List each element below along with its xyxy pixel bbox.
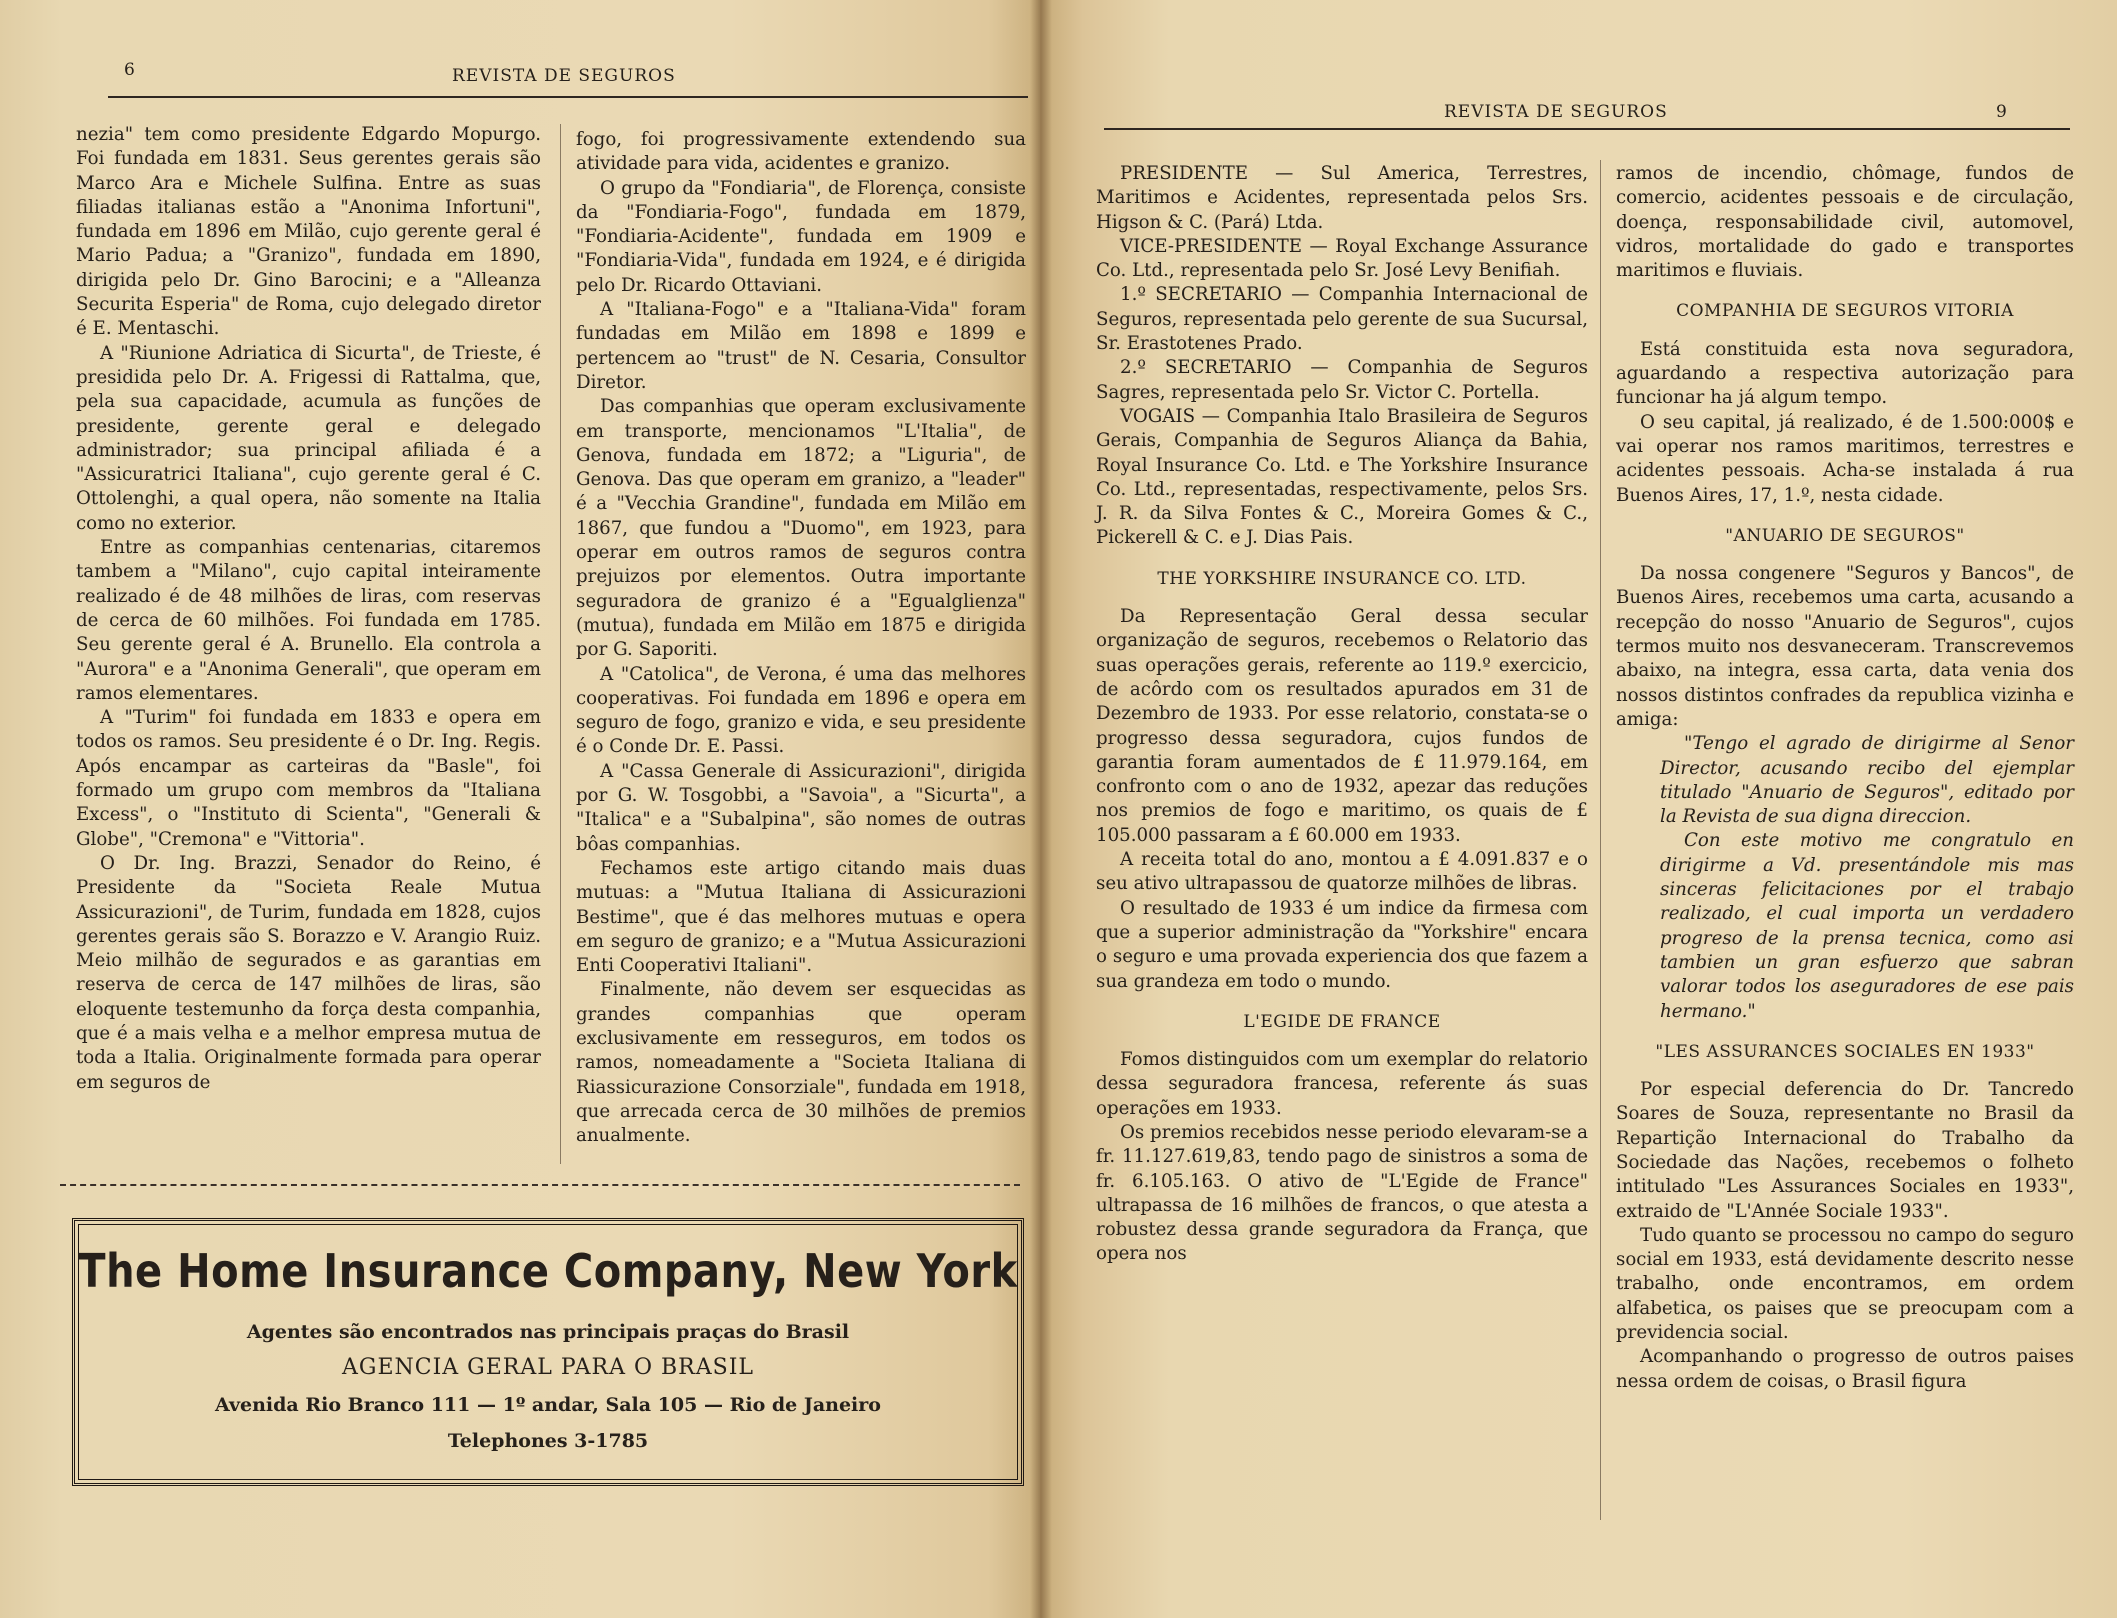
quoted-letter: "Tengo el agrado de dirigirme al Senor Director, acusando recibo del ejemplar titulado "Anuario de Seguros", editado por la Revista de sua digna direccion.	[1660, 733, 2074, 828]
paragraph: Acompanhando o progresso de outros paises nessa ordem de coisas, o Brasil figura	[1616, 1346, 2074, 1392]
column-divider	[1600, 160, 1601, 1520]
section-heading: THE YORKSHIRE INSURANCE CO. LTD.	[1157, 568, 1527, 589]
left-column-1	[76, 123, 541, 1095]
paragraph: Fechamos este artigo citando mais duas mutuas: a "Mutua Italiana di Assicurazioni Bestime", que é das melhores mutuas e opera em seguro de granizo; e a "Mutua Assicurazioni Enti Cooperativi Italiani".	[576, 857, 1026, 977]
paragraph: Da nossa congenere "Seguros y Bancos", de Buenos Aires, recebemos uma carta, acusando a recepção do nosso "Anuario de Seguros", cujos termos muito nos desvaneceram. Transcrevemos abaixo, na integra, essa carta, data venia dos nossos distintos confrades da republica vizinha e amiga:	[1616, 563, 2074, 730]
paragraph: O grupo da "Fondiaria", de Florença, consiste da "Fondiaria-Fogo", fundada em 1879, "Fondiaria-Acidente", fundada em 1909 e "Fondiaria-Vida", fundada em 1924, e é dirigida pelo Dr. Ricardo Ottaviani.	[576, 177, 1026, 296]
paragraph: ramos de incendio, chômage, fundos de comercio, acidentes pessoais e de circulação, doença, responsabilidade civil, automovel, vidros, mortalidade do gado e transportes maritimos e fluviais.	[1616, 163, 2074, 282]
paragraph: Finalmente, não devem ser esquecidas as grandes companhias que operam exclusivamente em resseguros, em todos os ramos, nomeadamente a "Societa Italiana di Riassicurazione Consorziale", fundada em 1918, que arrecada cerca de 30 milhões de premios anualmente.	[576, 979, 1026, 1147]
header-rule	[1104, 128, 2070, 130]
paragraph: A "Riunione Adriatica di Sicurta", de Trieste, é presidida pelo Dr. A. Frigessi di Rattalma, que, pela sua capacidade, acumula as funções de presidente, gerente geral e delegado administrador; sua principal afiliada é a "Assicuratrici Italiana", cujo gerente geral é C. Ottolenghi, a qual opera, não somente na Italia como no exterior.	[76, 342, 541, 534]
paragraph: O Dr. Ing. Brazzi, Senador do Reino, é Presidente da "Societa Reale Mutua Assicurazioni", de Turim, fundada em 1828, cujos gerentes gerais são S. Borazzo e V. Arangio Ruiz. Meio milhão de segurados e as garantias em reserva de cerca de 147 milhões de liras, são eloquente testemunho da força desta companhia, que é a mais velha e a melhor empresa mutua de toda a Italia. Originalmente formada para operar em seguros de	[76, 852, 541, 1093]
ad-title: The Home Insurance Company, New York	[78, 1245, 1018, 1299]
paragraph: A "Italiana-Fogo" e a "Italiana-Vida" foram fundadas em Milão em 1898 e 1899 e pertencem ao "trust" de N. Cesaria, Consultor Diretor.	[576, 299, 1026, 393]
book-gutter	[1030, 0, 1052, 1618]
running-head: REVISTA DE SEGUROS	[1444, 102, 1668, 122]
section-heading: "LES ASSURANCES SOCIALES EN 1933"	[1655, 1041, 2035, 1062]
paragraph: O seu capital, já realizado, é de 1.500:000$ e vai operar nos ramos maritimos, terrestres e acidentes pessoais. Acha-se instalada á rua Buenos Aires, 17, 1.º, nesta cidade.	[1616, 411, 2074, 506]
right-column-1	[1096, 162, 1588, 1267]
paragraph: Da Representação Geral dessa secular organização de seguros, recebemos o Relatorio das suas operações gerais, referente ao 119.º exercicio, de acôrdo com os resultados apurados em 31 de Dezembro de 1933. Por esse relatorio, constata-se o progresso dessa seguradora, cujos fundos de garantia foram aumentados de £ 11.979.164, em confronto com o ano de 1932, apezar das reduções nos premios de fogo e maritimo, os quais de £ 105.000 passaram a £ 60.000 em 1933.	[1096, 606, 1588, 846]
paragraph: O resultado de 1933 é um indice da firmesa com que a superior administração da "Yorkshire" encara o seguro e uma provada experiencia dos que fazem a sua grandeza em todo o mundo.	[1096, 897, 1588, 992]
section-heading: "ANUARIO DE SEGUROS"	[1725, 525, 1965, 546]
paragraph: A "Cassa Generale di Assicurazioni", dirigida por G. W. Tosgobbi, a "Savoia", a "Sicurta", a "Italica" e a "Subalpina", são nomes de outras bôas companhias.	[576, 760, 1026, 855]
board-entry: 2.º SECRETARIO — Companhia de Seguros Sagres, representada pelo Sr. Victor C. Portella.	[1096, 357, 1588, 403]
left-page	[0, 0, 1040, 1618]
ad-phone: Telephones 3-1785	[447, 1430, 649, 1452]
page-number: 9	[1996, 102, 2007, 122]
paragraph: Está constituida esta nova seguradora, aguardando a respectiva autorização para funcionar ha já algum tempo.	[1616, 338, 2074, 409]
paragraph: fogo, foi progressivamente extendendo sua atividade para vida, acidentes e granizo.	[576, 129, 1026, 175]
paragraph: A "Turim" foi fundada em 1833 e opera em todos os ramos. Seu presidente é o Dr. Ing. Regis. Após encampar as carteiras da "Basle", foi formado um grupo com membros da "Italiana Excess", o "Instituto di Scienta", "Generali & Globe", "Cremona" e "Vittoria".	[76, 707, 541, 850]
paragraph: Das companhias que operam exclusivamente em transporte, mencionamos "L'Italia", de Genova, fundada em 1872; a "Liguria", de Genova. Das que operam em granizo, a "leader" é a "Vecchia Grandine", fundada em Milão em 1867, que fundou a "Duomo", em 1923, para operar em outros ramos de seguros contra prejuizos por elementos. Outra importante seguradora de granizo é a "Egualglienza" (mutua), fundada em Milão em 1875 e dirigida por G. Saporiti.	[576, 396, 1026, 661]
paragraph: Tudo quanto se processou no campo do seguro social em 1933, está devidamente descrito nesse trabalho, onde encontramos, em ordem alfabetica, os paises que se preocupam com a previdencia social.	[1616, 1224, 2074, 1344]
ad-address: Avenida Rio Branco 111 — 1º andar, Sala 105 — Rio de Janeiro	[215, 1394, 881, 1416]
section-divider	[60, 1184, 1020, 1186]
paragraph: nezia" tem como presidente Edgardo Mopurgo. Foi fundada em 1831. Seus gerentes gerais são Marco Ara e Michele Sulfina. Entre as suas filiadas italianas estão a "Anonima Infortuni", fundada em 1896 em Milão, cujo gerente geral é Mario Padua; a "Granizo", fundada em 1890, dirigida pelo Dr. Gino Barocini; e a "Alleanza Securita Esperia" de Roma, cujo delegado diretor é E. Mentaschi.	[76, 124, 541, 340]
section-heading: COMPANHIA DE SEGUROS VITORIA	[1676, 301, 2014, 322]
right-page	[1040, 0, 2117, 1618]
paragraph: Por especial deferencia do Dr. Tancredo Soares de Souza, representante no Brasil da Repartição Internacional do Trabalho da Sociedade das Nações, recebemos o folheto intitulado "Les Assurances Sociales en 1933", extraido de "L'Année Sociale 1933".	[1616, 1079, 2074, 1222]
board-entry: VOGAIS — Companhia Italo Brasileira de Seguros Gerais, Companhia de Seguros Aliança da Bahia, Royal Insurance Co. Ltd. e The Yorkshire Insurance Co. Ltd., representadas, respectivamente, pelos Srs. J. R. da Silva Fontes & C., Moreira Gomes & C., Pickerell & C. e J. Dias Pais.	[1096, 405, 1588, 549]
right-column-2	[1616, 162, 2074, 1394]
quoted-letter: Con este motivo me congratulo en dirigirme a Vd. presentándole mis mas sinceras felicitaciones por el trabajo realizado, el cual importa un verdadero progreso de la prensa tecnica, como asi tambien un gran esfuerzo que sabran valorar todos los aseguradores de ese pais hermano."	[1660, 830, 2074, 1022]
paragraph: A "Catolica", de Verona, é uma das melhores cooperativas. Foi fundada em 1896 e opera em seguro de fogo, granizo e vida, e seu presidente é o Conde Dr. E. Passi.	[576, 663, 1026, 758]
paragraph: Os premios recebidos nesse periodo elevaram-se a fr. 11.127.619,83, tendo pago de sinistros a soma de fr. 6.105.163. O ativo de "L'Egide de France" ultrapassa de 16 milhões de francos, o que atesta a robustez dessa grande seguradora da França, que opera nos	[1096, 1121, 1588, 1265]
left-column-2	[576, 128, 1026, 1148]
ad-subtitle: Agentes são encontrados nas principais praças do Brasil	[246, 1321, 850, 1343]
advertisement-box	[72, 1218, 1024, 1486]
paragraph: Entre as companhias centenarias, citaremos tambem a "Milano", cujo capital inteiramente realizado é de 48 milhões de liras, com reservas de cerca de 60 milhões. Foi fundada em 1785. Seu gerente geral é A. Brunello. Ela controla a "Aurora" e a "Anonima Generali", que operam em ramos elementares.	[76, 537, 541, 704]
board-entry: 1.º SECRETARIO — Companhia Internacional de Seguros, representada pelo gerente de sua Sucursal, Sr. Erastotenes Prado.	[1096, 284, 1588, 355]
board-entry: PRESIDENTE — Sul America, Terrestres, Maritimos e Acidentes, representada pelos Srs. Higson & C. (Pará) Ltda.	[1096, 163, 1588, 233]
running-head: REVISTA DE SEGUROS	[452, 66, 676, 86]
column-divider	[560, 124, 561, 1164]
header-rule	[108, 96, 1028, 98]
board-entry: VICE-PRESIDENTE — Royal Exchange Assurance Co. Ltd., representada pelo Sr. José Levy Benifiah.	[1096, 235, 1588, 282]
paragraph: A receita total do ano, montou a £ 4.091.837 e o seu ativo ultrapassou de quatorze milhões de libras.	[1096, 849, 1588, 895]
page-number: 6	[124, 60, 135, 80]
ad-agency: AGENCIA GERAL PARA O BRASIL	[342, 1355, 754, 1380]
section-heading: L'EGIDE DE FRANCE	[1243, 1011, 1441, 1032]
paragraph: Fomos distinguidos com um exemplar do relatorio dessa seguradora francesa, referente ás suas operações em 1933.	[1096, 1049, 1588, 1119]
